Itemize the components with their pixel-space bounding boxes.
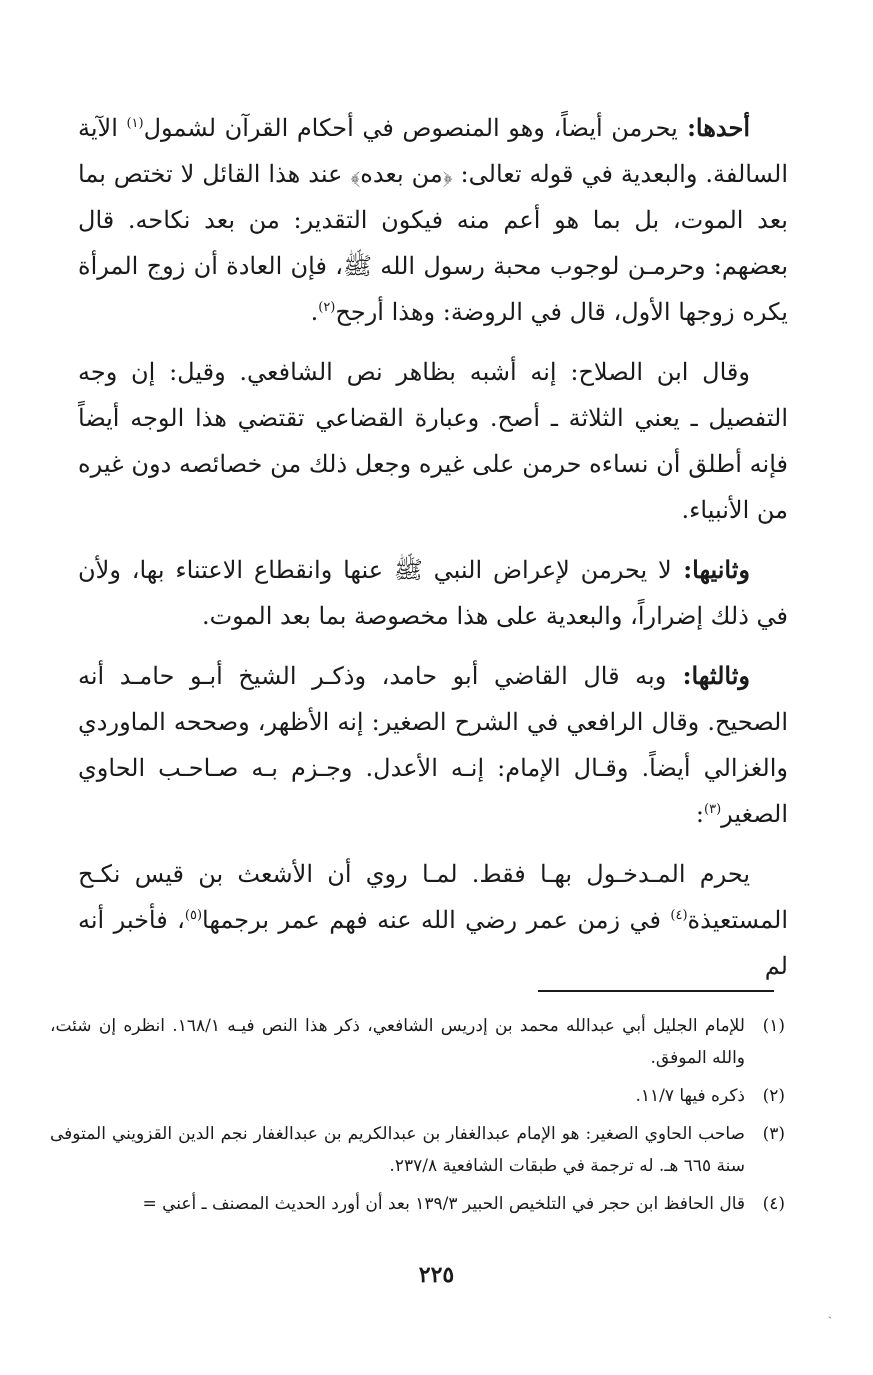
paragraph-first-view [78, 105, 788, 335]
footnote-item [50, 1010, 785, 1074]
paragraph-text-cont: الآية السالفة. والبعدية في قوله تعالى: ﴿من بعده﴾ عند هذا القائل لا تختص بما بعد الموت، بل بما هو أعم منه فيكون التقدير: من بعد نكاحه. قال بعضهم: وحرمـن لوجوب محبة رسول الله ﷺ، فإن العادة أن زوج المرأة يكره زوجها الأول، قال في الروضة: وهذا أرجح [78, 114, 789, 326]
paragraph-text-end: : [695, 800, 704, 828]
paragraph-lead: أحدها: [677, 113, 751, 142]
footnote-text: للإمام الجليل أبي عبدالله محمد بن إدريس الشافعي، ذكر هذا النص فيـه ١٦٨/١. انظره إن شئت، والله الموفق. [50, 1016, 745, 1068]
main-text [78, 105, 788, 1003]
paragraph-text: وبه قال القاضي أبو حامد، وذكـر الشيخ أبـو حامـد أنه الصحيح. وقال الرافعي في الشرح الصغير: إنه الأظهر، وصححه الماوردي والغزالي أيضاً. وقـال الإمام: إنـه الأعدل. وجـزم بـه صـاحـب الحاوي الصغير [78, 662, 788, 828]
paragraph-text-cont: في زمن عمر رضي الله عنه فهم عمر برجمها [202, 906, 671, 934]
footnote-ref[interactable]: (٤) [670, 908, 688, 923]
footnotes [50, 1010, 785, 1226]
paragraph-text: يحرمن أيضاً، وهو المنصوص في أحكام القرآن لشمول [143, 114, 678, 142]
paragraph-consummated [78, 851, 788, 989]
footnote-ref[interactable]: (٢) [318, 300, 336, 315]
paragraph-ibn-salah [78, 349, 788, 533]
paragraph-third-view [78, 653, 788, 837]
footnote-text: ذكره فيها ١١/٧. [635, 1086, 745, 1106]
footnote-text: صاحب الحاوي الصغير: هو الإمام عبدالغفار بن عبدالكريم بن عبدالغفار نجم الدين القزويني المتوفى سنة ٦٦٥ هـ. له ترجمة في طبقات الشافعية ٢٣٧/٨. [50, 1124, 745, 1176]
paragraph-text: وقال ابن الصلاح: إنه أشبه بظاهر نص الشافعي. وقيل: إن وجه التفصيل ـ يعني الثلاثة ـ أصح. وعبارة القضاعي تقتضي هذا الوجه أيضاً فإنه أطلق أن نساءه حرمن على غيره وجعل ذلك من خصائصه دون غيره من الأنبياء. [78, 358, 788, 524]
footnote-separator [538, 990, 774, 992]
footnote-item [50, 1188, 785, 1220]
footnote-text: قال الحافظ ابن حجر في التلخيص الحبير ١٣٩/٣ بعد أن أورد الحديث المصنف ـ أعني = [142, 1194, 745, 1214]
footnote-item [50, 1080, 785, 1112]
paragraph-text-end: ، فأخبر أنه لم [78, 906, 788, 980]
footnote-number: (٢) [762, 1086, 785, 1106]
scan-mark: ˎ [828, 1305, 832, 1319]
page-number: ٢٢٥ [418, 1262, 455, 1288]
paragraph-lead: وثانيها: [671, 555, 751, 584]
paragraph-lead: وثالثها: [666, 661, 750, 690]
footnote-ref[interactable]: (٣) [704, 802, 722, 817]
footnote-ref[interactable]: (١) [126, 116, 144, 131]
footnote-number: (٣) [762, 1124, 785, 1144]
paragraph-text-end: . [310, 298, 319, 326]
footnote-item [50, 1118, 785, 1182]
footnote-number: (١) [762, 1016, 785, 1036]
footnote-number: (٤) [762, 1194, 785, 1214]
paragraph-second-view [78, 547, 788, 639]
paragraph-text: لا يحرمن لإعراض النبي ﷺ عنها وانقطاع الاعتناء بها، ولأن في ذلك إضراراً، والبعدية على هذا مخصوصة بما بعد الموت. [78, 556, 788, 630]
paragraph-text: يحرم المـدخـول بهـا فقط. لمـا روي أن الأشعث بن قيس نكـح المستعيذة [78, 860, 789, 934]
footnote-ref[interactable]: (٥) [184, 908, 203, 923]
